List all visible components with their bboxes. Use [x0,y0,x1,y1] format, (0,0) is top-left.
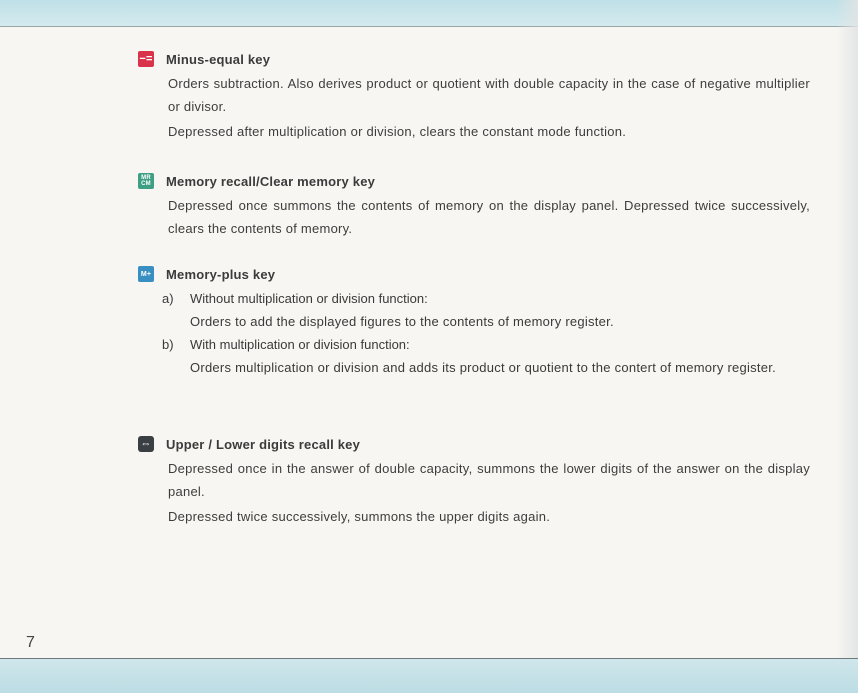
section-title: Minus-equal key [166,51,271,67]
paragraph: Orders subtraction. Also derives product or quotient with double capacity in the case of negative multiplier or divisor. [168,76,810,114]
section-heading [138,264,810,284]
list-item [138,287,810,333]
section-heading [138,49,810,69]
icon-glyph-top: MR [141,175,151,181]
section-minus-equal-key [138,49,810,143]
section-title: Memory-plus key [166,266,276,282]
page-number: 7 [26,634,35,651]
item-marker: b) [162,337,174,352]
item-text: Orders to add the displayed figures to the contents of memory register. [190,314,614,329]
minus-equal-key-icon: −= [138,51,154,67]
item-marker: a) [162,291,174,306]
item-text: Orders multiplication or division and adds its product or quotient to the contert of memory register. [190,360,776,375]
section-memory-recall-clear-key [138,171,810,240]
paragraph: Depressed once summons the contents of memory on the display panel. Depressed twice successively, clears the contents of memory. [168,198,810,236]
section-heading [138,434,810,454]
list-item [138,333,810,379]
page-edge-shadow [836,0,858,693]
top-divider [0,26,858,27]
paragraph: Depressed after multiplication or division, clears the constant mode function. [168,124,627,139]
section-upper-lower-digits-recall-key [138,434,810,528]
upper-lower-digits-recall-key-icon: ⇔ [138,436,154,452]
paragraph: Depressed once in the answer of double capacity, summons the lower digits of the answer on the display panel. [168,461,810,499]
icon-glyph-bottom: CM [141,181,151,187]
section-heading [138,171,810,191]
paragraph: Depressed twice successively, summons the upper digits again. [168,509,551,524]
top-band [0,0,858,26]
section-title: Upper / Lower digits recall key [166,436,361,452]
bottom-band [0,659,858,693]
section-title: Memory recall/Clear memory key [166,173,376,189]
item-label: With multiplication or division function: [190,337,410,352]
memory-plus-key-icon: M+ [138,266,154,282]
section-memory-plus-key [138,264,810,379]
memory-recall-clear-key-icon [138,173,154,189]
item-label: Without multiplication or division function: [190,291,428,306]
